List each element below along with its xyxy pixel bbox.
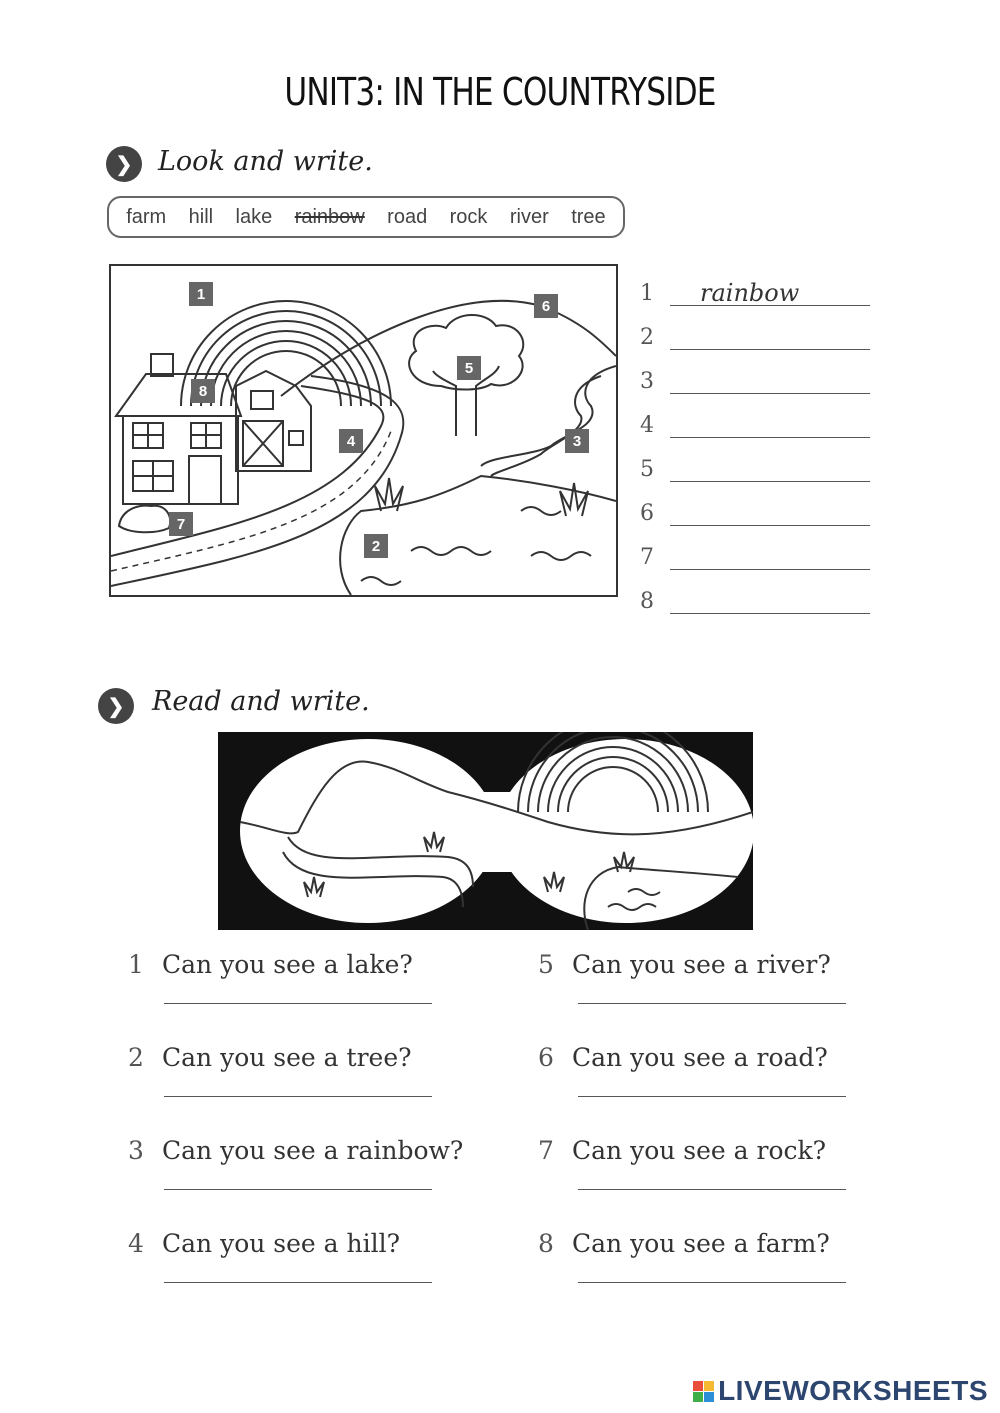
question-item [538,1136,846,1229]
chevron-right-icon: ❯ [106,146,142,182]
word-bank-item: farm [126,205,167,228]
answer-field[interactable] [164,1003,432,1004]
question-number: 5 [538,950,554,979]
answer-field[interactable] [670,458,870,482]
question-item [128,1043,463,1136]
question-text: Can you see a road? [572,1043,828,1072]
question-item [538,1043,846,1136]
answer-field[interactable] [670,370,870,394]
question-text: Can you see a farm? [572,1229,830,1258]
picture-label: 1 [189,282,213,306]
answer-row [640,350,870,394]
answer-row [640,526,870,570]
question-item [128,950,463,1043]
answer-field[interactable] [670,590,870,614]
question-number: 1 [128,950,144,979]
word-bank-item-struck: rainbow [294,205,365,228]
question-number: 2 [128,1043,144,1072]
answer-row [640,394,870,438]
question-number: 4 [128,1229,144,1258]
word-bank-item: river [509,205,549,228]
answer-number: 6 [640,501,654,526]
answer-number: 8 [640,589,654,614]
question-number: 6 [538,1043,554,1072]
answer-field[interactable] [578,1096,846,1097]
question-text: Can you see a tree? [162,1043,412,1072]
answer-row [640,438,870,482]
answer-field[interactable] [670,414,870,438]
picture-label: 6 [534,294,558,318]
questions-right [538,950,846,1322]
question-number: 7 [538,1136,554,1165]
word-bank-item: tree [571,205,606,228]
countryside-picture [109,264,618,597]
word-bank-item: rock [449,205,488,228]
answer-field[interactable] [578,1003,846,1004]
page-title: UNIT3: IN THE COUNTRYSIDE [284,70,716,114]
answer-field[interactable] [164,1282,432,1283]
answer-row [640,306,870,350]
brand-name: LIVEWORKSHEETS [718,1375,988,1406]
question-text: Can you see a river? [572,950,831,979]
answer-number: 3 [640,369,654,394]
answer-number: 4 [640,413,654,438]
answer-field[interactable] [578,1189,846,1190]
picture-label: 5 [457,356,481,380]
question-text: Can you see a hill? [162,1229,401,1258]
word-bank-item: road [387,205,428,228]
answer-field[interactable] [164,1189,432,1190]
answer-list [640,262,870,614]
answer-field[interactable] [578,1282,846,1283]
answer-field[interactable] [164,1096,432,1097]
answer-number: 7 [640,545,654,570]
question-text: Can you see a lake? [162,950,413,979]
brand-logo [693,1375,988,1407]
question-item [538,1229,846,1322]
answer-row [640,262,870,306]
picture-label: 4 [339,429,363,453]
answer-row [640,482,870,526]
word-bank-item: hill [188,205,214,228]
section1-instruction: Look and write. [158,146,373,177]
answer-number: 1 [640,281,654,306]
question-number: 8 [538,1229,554,1258]
section2-instruction: Read and write. [152,686,370,717]
chevron-right-icon: ❯ [98,688,134,724]
question-text: Can you see a rock? [572,1136,827,1165]
picture-label: 7 [169,512,193,536]
question-number: 3 [128,1136,144,1165]
question-text: Can you see a rainbow? [162,1136,464,1165]
binocular-picture [218,732,753,930]
picture-label: 3 [565,429,589,453]
answer-number: 5 [640,457,654,482]
logo-icon [693,1381,714,1402]
question-item [128,1229,463,1322]
answer-row [640,570,870,614]
answer-field[interactable] [670,326,870,350]
word-bank [107,196,625,238]
word-bank-item: lake [235,205,273,228]
binocular-illustration [218,732,753,930]
answer-number: 2 [640,325,654,350]
picture-label: 8 [191,379,215,403]
question-item [128,1136,463,1229]
answer-field[interactable] [670,546,870,570]
answer-field[interactable]: rainbow [670,282,870,306]
answer-field[interactable] [670,502,870,526]
question-item [538,950,846,1043]
picture-label: 2 [364,534,388,558]
questions-left [128,950,463,1322]
